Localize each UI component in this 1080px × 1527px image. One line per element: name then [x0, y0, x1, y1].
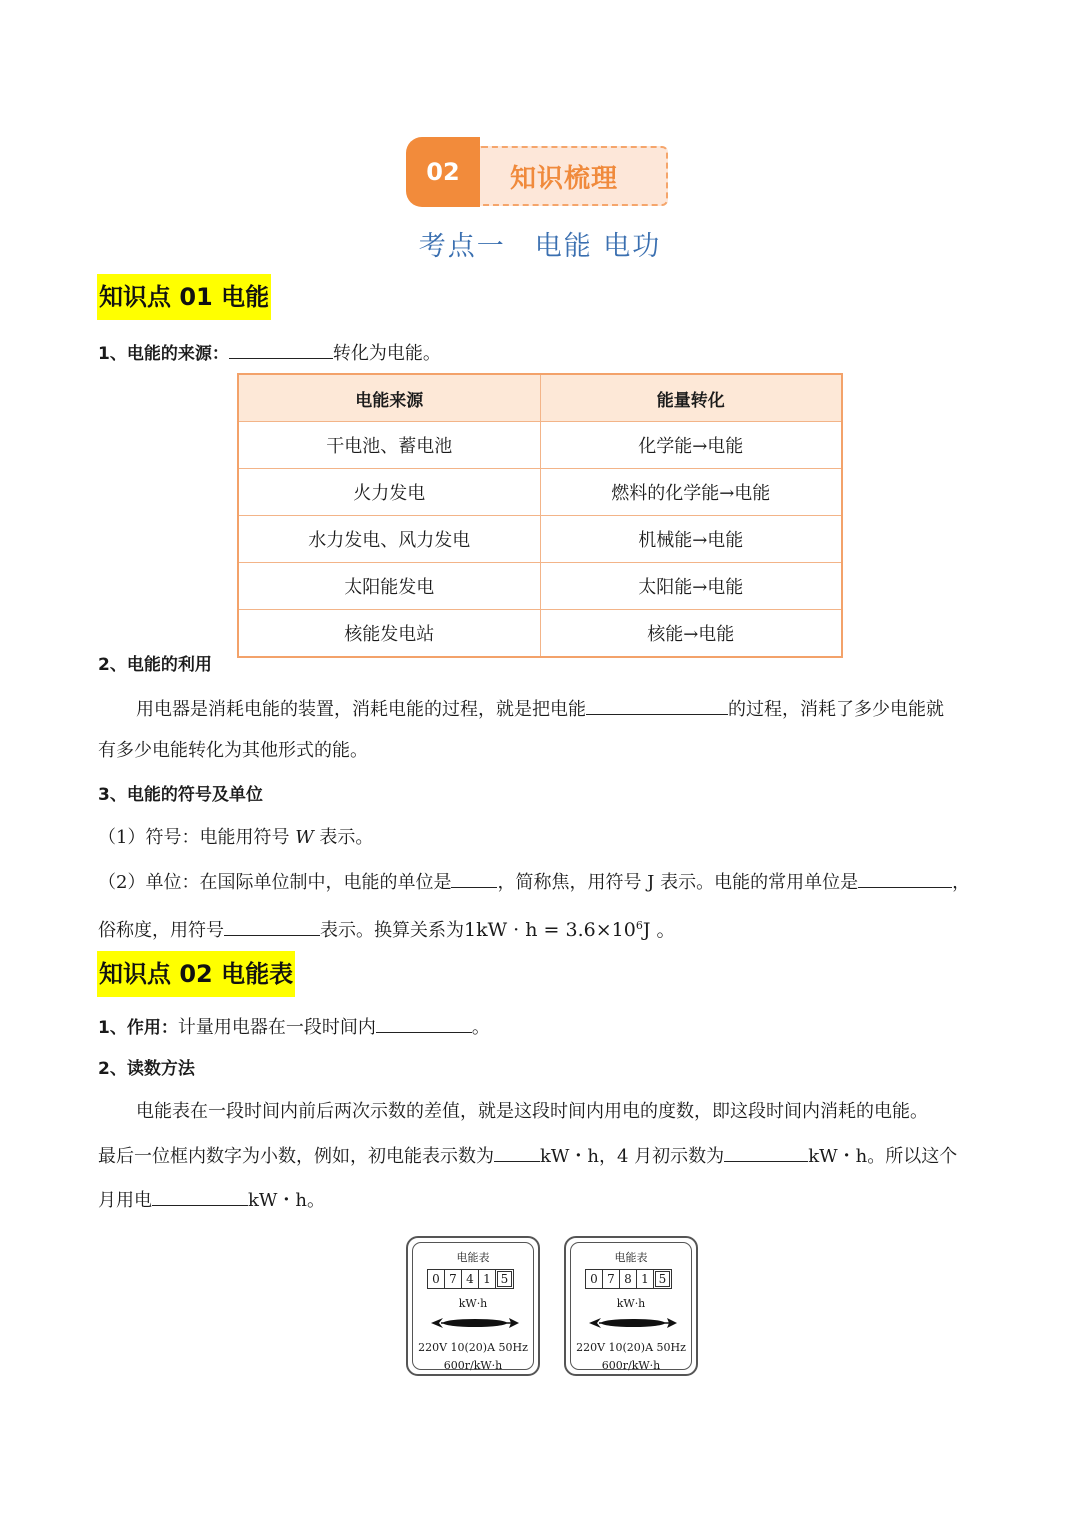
- kp1-item1-label: 1、电能的来源：: [98, 344, 229, 364]
- rotating-disc-arrow-icon: [429, 1315, 521, 1331]
- meter-digit: 7: [603, 1270, 620, 1288]
- formula-unit: J 。: [642, 919, 676, 941]
- table-row: [238, 516, 842, 563]
- kp1-item1-suffix: 转化为电能。: [332, 343, 441, 364]
- meter-title: 电能表: [456, 1251, 490, 1264]
- kp2-item1: [98, 1012, 490, 1042]
- table-cell: 干电池、蓄电池: [238, 422, 540, 469]
- meter-frame: [570, 1242, 692, 1370]
- kp2-item2-label: 2、读数方法: [98, 1059, 195, 1079]
- formula-exponent: 6: [635, 919, 643, 932]
- badge-number: 02: [406, 137, 480, 207]
- meter-digit: 4: [462, 1270, 479, 1288]
- text: 最后一位框内数字为小数，例如，初电能表示数为: [98, 1146, 494, 1167]
- table-row: [238, 610, 842, 658]
- meter-digit-decimal: 5: [655, 1271, 670, 1287]
- exam-point-title: 考点一 电能 电功: [418, 231, 662, 262]
- text: （2）单位：在国际单位制中，电能的单位是: [98, 872, 452, 893]
- section-badge: [406, 137, 670, 207]
- kp2-item2-para2: [98, 1141, 957, 1171]
- text: kW・h。所以这个: [808, 1146, 958, 1167]
- text: 月用电: [98, 1190, 152, 1211]
- text: ，简称焦，用符号 J 表示。电能的常用单位是: [497, 872, 859, 893]
- text: kW・h。: [248, 1190, 326, 1211]
- kp2-item2-para3: [98, 1185, 325, 1215]
- blank[interactable]: [224, 915, 320, 936]
- table-header: 电能来源: [238, 374, 540, 422]
- blank[interactable]: [586, 694, 728, 715]
- meter-spec: 220V 10(20)A 50Hz: [576, 1341, 686, 1354]
- meter-digit: 0: [586, 1270, 603, 1288]
- meter-title: 电能表: [614, 1251, 648, 1264]
- table-row: [238, 469, 842, 516]
- kp1-item2-label: 2、电能的利用: [98, 655, 212, 675]
- blank[interactable]: [724, 1141, 808, 1162]
- table-cell: 太阳能→电能: [540, 563, 842, 610]
- meter-digit: 7: [445, 1270, 462, 1288]
- meter-digit: 1: [637, 1270, 654, 1288]
- kp1-item2-para: [136, 694, 944, 724]
- table-cell: 水力发电、风力发电: [238, 516, 540, 563]
- text: 俗称度，用符号: [98, 920, 224, 941]
- meter-digit: 0: [428, 1270, 445, 1288]
- badge-title-box: [476, 146, 668, 206]
- kp2-title: 知识点 02 电能表: [97, 951, 295, 997]
- blank[interactable]: [152, 1185, 248, 1206]
- meter-digit-decimal: 5: [497, 1271, 512, 1287]
- text: 的过程，消耗了多少电能就: [728, 699, 944, 720]
- kp1-item3-label: 3、电能的符号及单位: [98, 785, 263, 805]
- kp1-item3-unit2: [98, 912, 675, 945]
- text: kW・h，4 月初示数为: [540, 1146, 725, 1167]
- table-cell: 核能发电站: [238, 610, 540, 658]
- blank[interactable]: [494, 1141, 540, 1162]
- table-row: [238, 563, 842, 610]
- kp1-item3-symbol: [98, 824, 373, 852]
- text: ，: [952, 872, 971, 893]
- electric-meter-2: [564, 1236, 698, 1376]
- text: 表示。换算关系为: [320, 920, 464, 941]
- kp1-title: 知识点 01 电能: [97, 274, 271, 320]
- symbol-w: W: [295, 827, 314, 848]
- kp1-item2-para2: 有多少电能转化为其他形式的能。: [98, 740, 368, 761]
- text: 计量用电器在一段时间内: [177, 1017, 376, 1038]
- kp1-item3-unit: [98, 867, 970, 897]
- table-cell: 燃料的化学能→电能: [540, 469, 842, 516]
- table-cell: 核能→电能: [540, 610, 842, 658]
- text: 用电器是消耗电能的装置，消耗电能的过程，就是把电能: [136, 699, 586, 720]
- electric-meter-1: [406, 1236, 540, 1376]
- meter-digit: 8: [620, 1270, 637, 1288]
- table-cell: 化学能→电能: [540, 422, 842, 469]
- table-cell: 太阳能发电: [238, 563, 540, 610]
- rotating-disc-arrow-icon: [587, 1315, 679, 1331]
- blank[interactable]: [376, 1012, 472, 1033]
- blank[interactable]: [229, 338, 333, 359]
- meter-digits: [585, 1269, 672, 1289]
- blank[interactable]: [451, 867, 497, 888]
- text: 。: [471, 1017, 490, 1038]
- kp1-item1: [98, 338, 441, 368]
- table-cell: 火力发电: [238, 469, 540, 516]
- badge-title: 知识梳理: [510, 164, 619, 194]
- meter-revolutions: 600r/kW·h: [601, 1359, 661, 1372]
- text: 表示。: [313, 827, 374, 848]
- meter-spec: 220V 10(20)A 50Hz: [418, 1341, 528, 1354]
- table-row: [238, 422, 842, 469]
- meter-digit: 1: [479, 1270, 496, 1288]
- formula: 1kW · h = 3.6×10: [464, 919, 636, 941]
- kp2-item1-label: 1、作用：: [98, 1018, 178, 1038]
- table-cell: 机械能→电能: [540, 516, 842, 563]
- meter-digits: [427, 1269, 514, 1289]
- table-header: 能量转化: [540, 374, 842, 422]
- table-header-row: [238, 374, 842, 422]
- energy-source-table: [237, 373, 843, 658]
- meter-unit: kW·h: [616, 1297, 646, 1310]
- meter-frame: [412, 1242, 534, 1370]
- meter-unit: kW·h: [458, 1297, 488, 1310]
- kp2-item2-para1: 电能表在一段时间内前后两次示数的差值，就是这段时间内用电的度数，即这段时间内消耗的电能。: [136, 1101, 928, 1122]
- meter-revolutions: 600r/kW·h: [443, 1359, 503, 1372]
- text: （1）符号：电能用符号: [98, 827, 296, 848]
- blank[interactable]: [858, 867, 952, 888]
